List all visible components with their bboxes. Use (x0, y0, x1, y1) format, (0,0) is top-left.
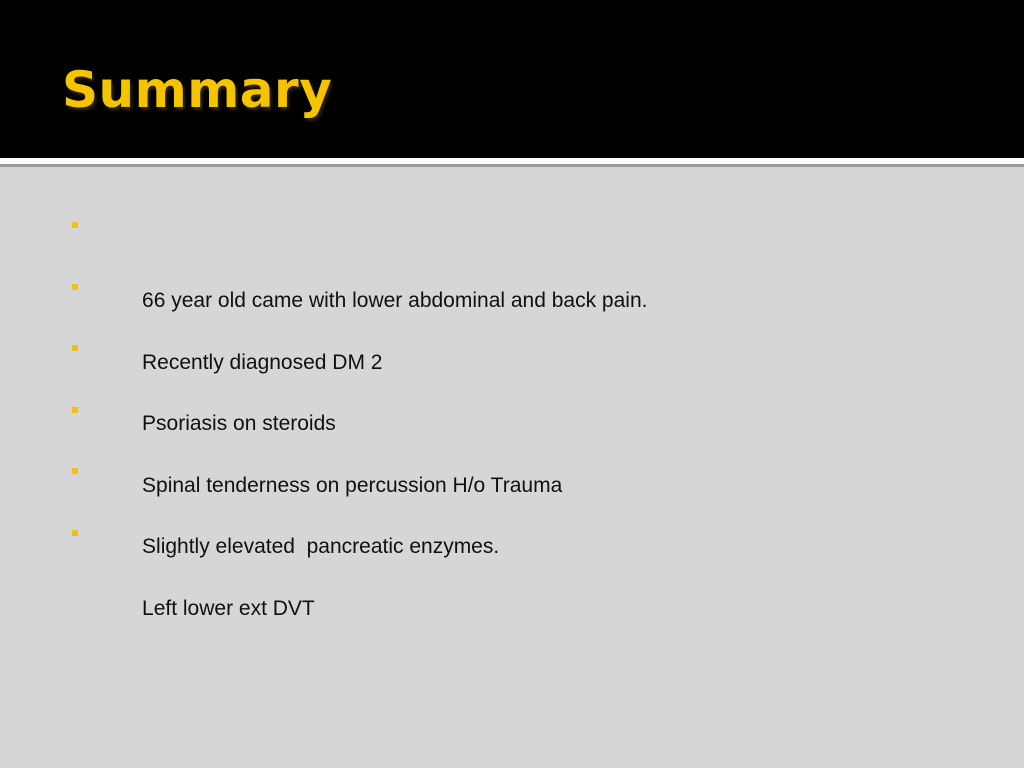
bullet-text: Recently diagnosed DM 2 (142, 350, 383, 374)
bullet-text: Spinal tenderness on percussion H/o Trauma (142, 473, 563, 497)
bullet-item (72, 329, 647, 436)
square-bullet-icon (72, 284, 78, 290)
bullet-text: Psoriasis on steroids (142, 412, 336, 436)
square-bullet-icon (72, 222, 78, 228)
title-bar (0, 0, 1024, 158)
bullet-item (72, 391, 647, 497)
bullet-item (72, 268, 647, 374)
bullet-text: Left lower ext DVT (142, 596, 315, 620)
square-bullet-icon (72, 530, 78, 536)
bullet-item (72, 452, 647, 559)
bullet-list (72, 206, 648, 620)
square-bullet-icon (72, 468, 78, 474)
square-bullet-icon (72, 345, 78, 351)
bullet-item (72, 206, 648, 312)
slide-title: Summary (62, 61, 333, 119)
bullet-text: Slightly elevated pancreatic enzymes. (142, 535, 500, 559)
square-bullet-icon (72, 407, 78, 413)
bullet-item (72, 514, 647, 620)
title-divider-shadow (0, 164, 1024, 167)
bullet-text: 66 year old came with lower abdominal and back pain. (142, 289, 648, 312)
